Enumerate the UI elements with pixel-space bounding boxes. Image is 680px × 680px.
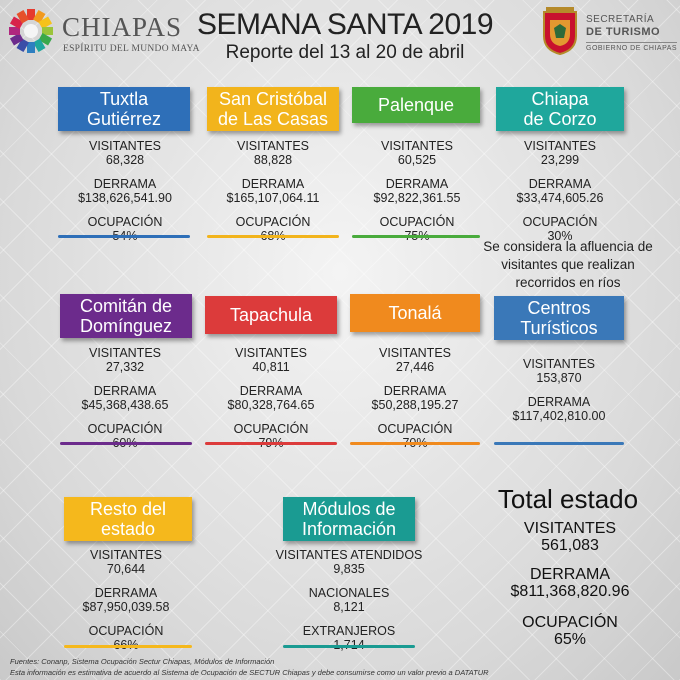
centros-name-2: Turísticos	[520, 318, 598, 338]
san-cristobal-name-1: San Cristóbal	[218, 89, 328, 109]
comitan-name-1: Comitán de	[79, 296, 173, 316]
derrama-label: DERRAMA	[527, 395, 591, 409]
tonala-divider	[350, 442, 480, 445]
visitantes-label: VISITANTES	[522, 357, 595, 371]
total-derrama-label: DERRAMA	[529, 566, 610, 583]
resto-visitantes: 70,644	[106, 562, 146, 576]
modulos-stats	[259, 548, 439, 652]
comitan-visitantes: 27,332	[105, 360, 145, 374]
footer-sources: Fuentes: Conanp, Sistema Ocupación Sectur Chiapas, Módulos de Información	[10, 657, 275, 666]
tapachula-label	[205, 296, 337, 334]
total-derrama-block	[470, 566, 670, 600]
secretaria-line-3: GOBIERNO DE CHIAPAS	[586, 42, 677, 52]
ocupacion-label: OCUPACIÓN	[522, 215, 598, 229]
modulos-nacionales: 8,121	[333, 600, 365, 614]
tuxtla-name-1: Tuxtla	[99, 89, 149, 109]
centros-visitantes: 153,870	[536, 371, 582, 385]
visitantes-label: VISITANTES	[523, 139, 596, 153]
tonala-visitantes: 27,446	[395, 360, 435, 374]
tapachula-divider	[205, 442, 337, 445]
ocupacion-label: OCUPACIÓN	[87, 422, 163, 436]
resto-name-1: Resto del	[89, 499, 167, 519]
comitan-name-2: Domínguez	[79, 316, 173, 336]
page-title: SEMANA SANTA 2019	[196, 8, 494, 41]
modulos-atendidos: 9,835	[333, 562, 365, 576]
derrama-label: DERRAMA	[385, 177, 449, 191]
chiapa-label	[496, 87, 624, 131]
footer-disclaimer: Esta información es estimativa de acuerdo al Sistema de Ocupación de SECTUR Chiapas y debe consumirse como un valor previo a DATATUR	[10, 668, 489, 677]
modulos-label	[283, 497, 415, 541]
derrama-label: DERRAMA	[528, 177, 592, 191]
chiapas-logo	[6, 6, 200, 58]
visitantes-label: VISITANTES	[236, 139, 309, 153]
tuxtla-stats	[50, 139, 200, 243]
centros-label	[494, 296, 624, 340]
derrama-label: DERRAMA	[239, 384, 303, 398]
rivers-note	[478, 238, 658, 292]
rivers-note-line-2: visitantes que realizan	[501, 257, 635, 272]
palenque-visitantes: 60,525	[397, 153, 437, 167]
secretaria-logo	[540, 6, 678, 56]
page-subtitle: Reporte del 13 al 20 de abril	[225, 42, 465, 63]
san-cristobal-stats	[198, 139, 348, 243]
ocupacion-label: OCUPACIÓN	[87, 215, 163, 229]
tapachula-stats	[196, 346, 346, 450]
derrama-label: DERRAMA	[383, 384, 447, 398]
san-cristobal-label	[207, 87, 339, 131]
derrama-label: DERRAMA	[93, 384, 157, 398]
derrama-label: DERRAMA	[94, 586, 158, 600]
palenque-name: Palenque	[377, 95, 455, 115]
tuxtla-visitantes: 68,328	[105, 153, 145, 167]
visitantes-label: VISITANTES	[89, 548, 162, 562]
san-cristobal-derrama: $165,107,064.11	[226, 191, 320, 205]
centros-stats	[484, 357, 634, 423]
total-visitantes-block	[470, 520, 670, 554]
tapachula-visitantes: 40,811	[252, 360, 290, 374]
total-ocupacion: 65%	[553, 631, 587, 648]
total-derrama: $811,368,820.96	[510, 583, 630, 600]
ocupacion-label: OCUPACIÓN	[88, 624, 164, 638]
total-title: Total estado	[497, 484, 639, 514]
derrama-label: DERRAMA	[93, 177, 157, 191]
centros-divider	[494, 442, 624, 445]
comitan-divider	[60, 442, 192, 445]
palenque-stats	[342, 139, 492, 243]
secretaria-line-1: SECRETARÍA	[586, 14, 655, 25]
resto-name-2: estado	[100, 519, 156, 539]
tuxtla-divider	[58, 235, 190, 238]
modulos-name-2: Información	[301, 519, 397, 539]
chiapa-name-2: de Corzo	[523, 109, 597, 129]
tonala-derrama: $50,288,195.27	[371, 398, 459, 412]
ocupacion-label: OCUPACIÓN	[235, 215, 311, 229]
palenque-label	[352, 87, 480, 123]
centros-derrama: $117,402,810.00	[512, 409, 606, 423]
ocupacion-label: OCUPACIÓN	[233, 422, 309, 436]
extranjeros-label: EXTRANJEROS	[302, 624, 396, 638]
derrama-label: DERRAMA	[241, 177, 305, 191]
chiapa-derrama: $33,474,605.26	[516, 191, 604, 205]
comitan-stats	[50, 346, 200, 450]
total-ocupacion-block	[470, 614, 670, 648]
chiapas-logo-mark-icon	[6, 6, 56, 56]
modulos-name-1: Módulos de	[302, 499, 396, 519]
tapachula-derrama: $80,328,764.65	[227, 398, 315, 412]
total-visitantes-label: VISITANTES	[523, 520, 617, 537]
secretaria-line-2: DE TURISMO	[586, 26, 661, 38]
coat-of-arms-icon	[540, 6, 580, 56]
rivers-note-line-3: recorridos en ríos	[515, 275, 621, 290]
total-ocupacion-label: OCUPACIÓN	[522, 614, 618, 631]
palenque-derrama: $92,822,361.55	[373, 191, 461, 205]
resto-divider	[64, 645, 192, 648]
comitan-label	[60, 294, 192, 338]
san-cristobal-visitantes: 88,828	[253, 153, 293, 167]
resto-stats	[51, 548, 201, 652]
san-cristobal-divider	[207, 235, 339, 238]
logo-tagline: ESPÍRITU DEL MUNDO MAYA	[63, 44, 200, 54]
resto-derrama: $87,950,039.58	[82, 600, 170, 614]
chiapa-stats	[485, 139, 635, 243]
chiapa-name-1: Chiapa	[531, 89, 589, 109]
total-visitantes: 561,083	[541, 537, 599, 554]
palenque-divider	[352, 235, 480, 238]
tuxtla-label	[58, 87, 190, 131]
tonala-stats	[340, 346, 490, 450]
comitan-derrama: $45,368,438.65	[81, 398, 169, 412]
visitantes-label: VISITANTES	[378, 346, 451, 360]
centros-name-1: Centros	[527, 298, 591, 318]
tuxtla-name-2: Gutiérrez	[86, 109, 162, 129]
tonala-name: Tonalá	[388, 303, 442, 323]
visitantes-label: VISITANTES	[380, 139, 453, 153]
tapachula-name: Tapachula	[229, 305, 313, 325]
atendidos-label: VISITANTES ATENDIDOS	[275, 548, 423, 562]
san-cristobal-name-2: de Las Casas	[217, 109, 329, 129]
ocupacion-label: OCUPACIÓN	[379, 215, 455, 229]
ocupacion-label: OCUPACIÓN	[377, 422, 453, 436]
visitantes-label: VISITANTES	[88, 139, 161, 153]
nacionales-label: NACIONALES	[308, 586, 390, 600]
chiapa-visitantes: 23,299	[540, 153, 580, 167]
logo-name: CHIAPAS	[62, 12, 183, 42]
modulos-divider	[283, 645, 415, 648]
rivers-note-line-1: Se considera la afluencia de	[483, 239, 653, 254]
visitantes-label: VISITANTES	[88, 346, 161, 360]
visitantes-label: VISITANTES	[234, 346, 307, 360]
tonala-label	[350, 294, 480, 332]
chiapa-ocupacion: 30%	[547, 229, 573, 243]
resto-label	[64, 497, 192, 541]
tuxtla-derrama: $138,626,541.90	[78, 191, 172, 205]
